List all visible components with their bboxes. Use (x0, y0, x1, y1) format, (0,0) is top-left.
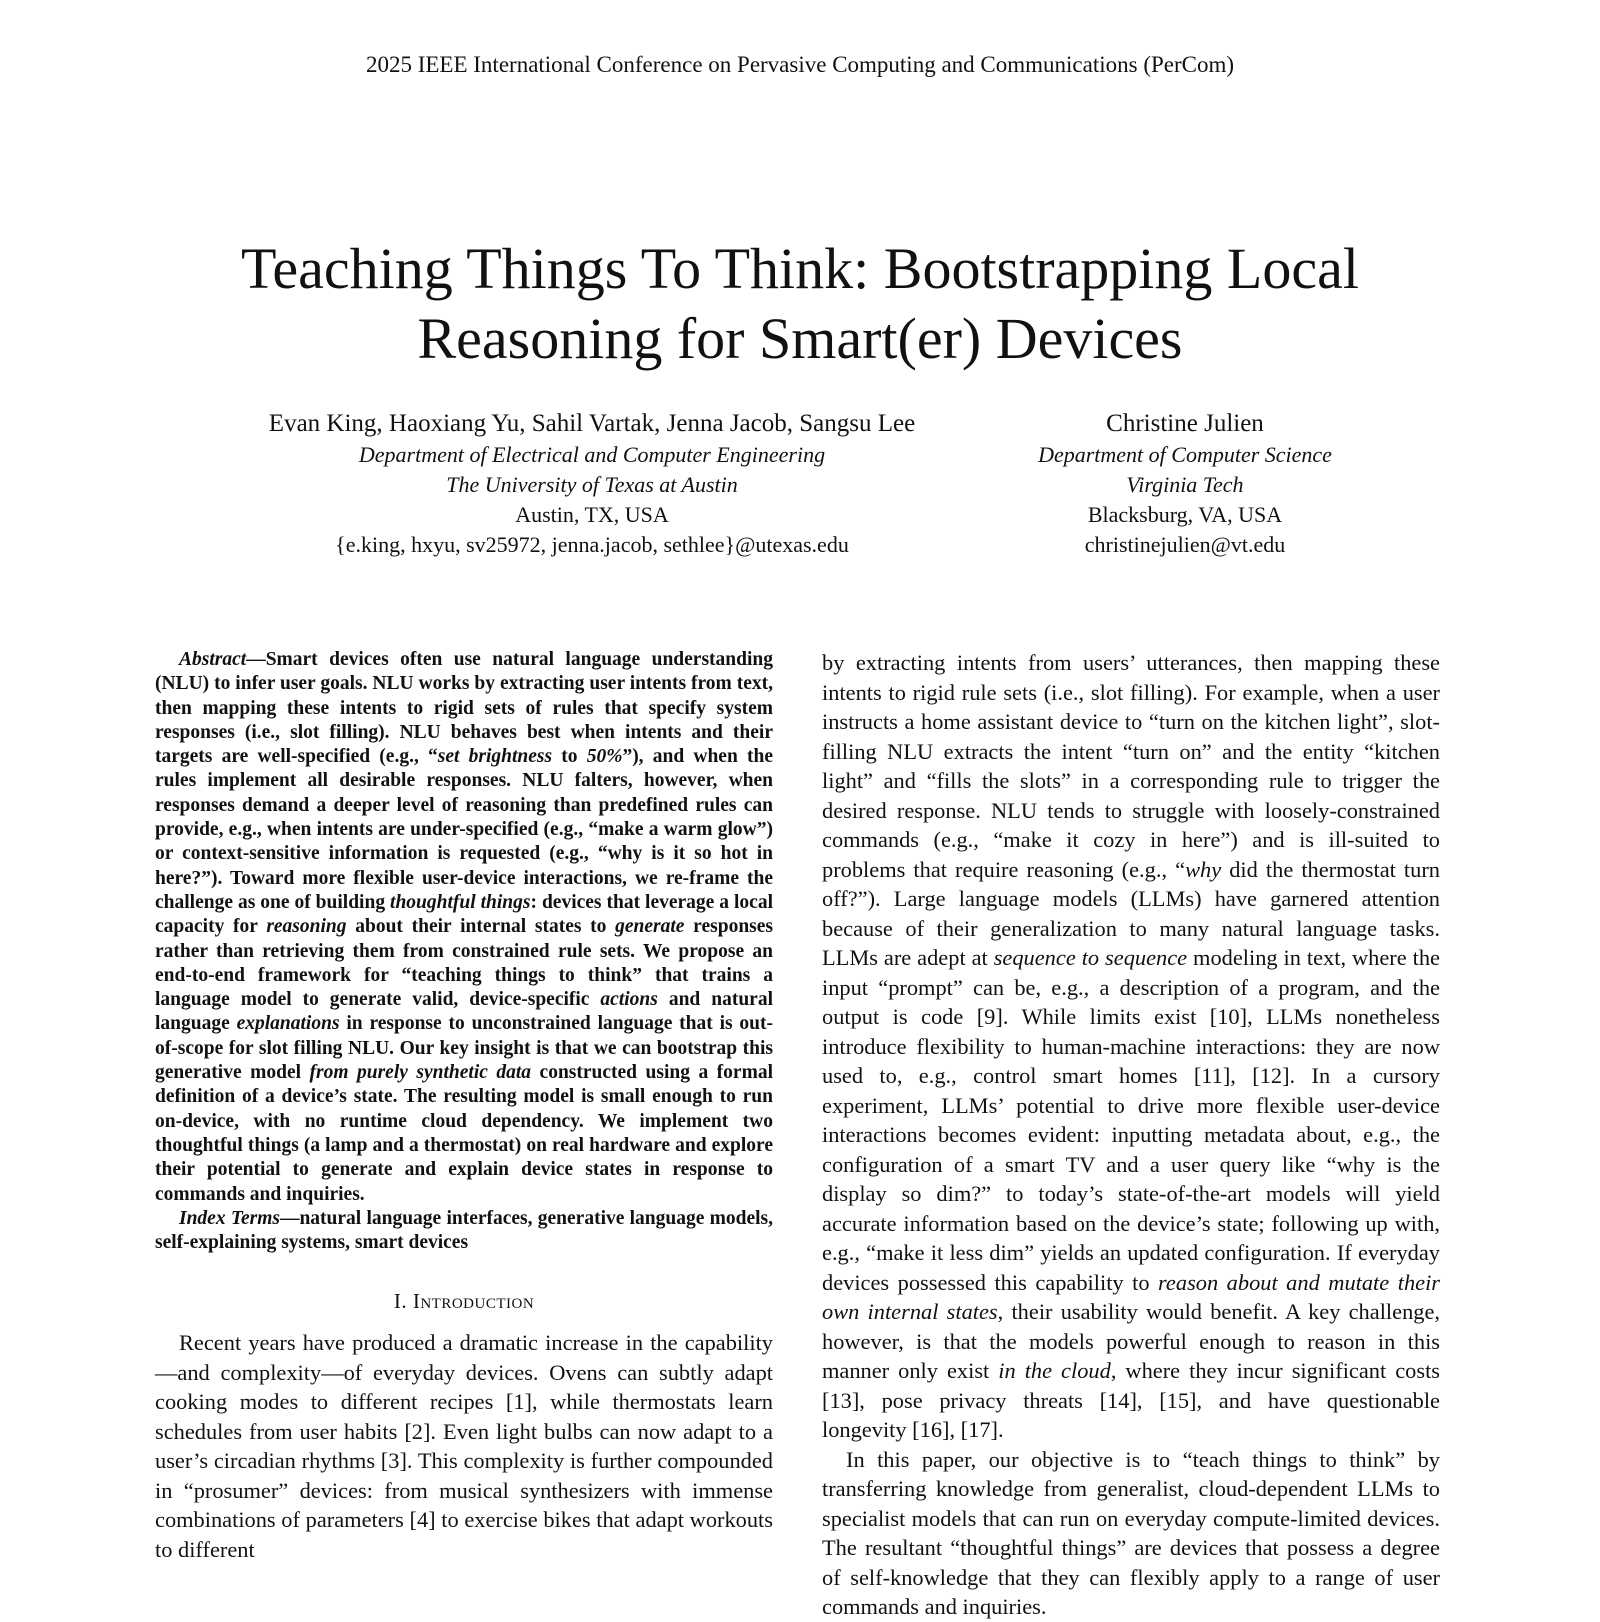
index-terms-label: Index Terms (179, 1207, 280, 1229)
abstract: Abstract—Smart devices often use natural language understanding (NLU) to infer user goals. NLU works by extracting user intents from text, then mapping these intents to rigid sets of rules that specify system responses (i.e., slot filling). NLU behaves best when intents and their targets are well-specified (e.g., “set brightness to 50%”), and when the rules implement all desirable responses. NLU falters, however, when responses demand a deeper level of reasoning than predefined rules can provide, e.g., when intents are under-specified (e.g., “make a warm glow”) or context-sensitive information is requested (e.g., “why is it so hot in here?”). Toward more flexible user-device interactions, we re-frame the challenge as one of building thoughtful things: devices that leverage a local capacity for reasoning about their internal states to generate responses rather than retrieving them from constrained rule sets. We propose an end-to-end framework for “teaching things to think” that trains a language model to generate valid, device-specific actions and natural language explanations in response to unconstrained language that is out-of-scope for slot filling NLU. Our key insight is that we can bootstrap this generative model from purely synthetic data constructed using a formal definition of a device’s state. The resulting model is small enough to run on-device, with no runtime cloud dependency. We implement two thoughtful things (a lamp and a thermostat) on real hardware and explore their potential to generate and explain device states in response to commands and inquiries. (155, 649, 773, 1205)
right-column (822, 648, 1440, 1622)
author-block-left (182, 408, 1002, 560)
author-names: Evan King, Haoxiang Yu, Sahil Vartak, Jenna Jacob, Sangsu Lee (268, 410, 916, 437)
paper-title (0, 234, 1600, 374)
author-block-right (1005, 408, 1365, 560)
title-line-2: Reasoning for Smart(er) Devices (417, 306, 1183, 371)
body-paragraph-1: by extracting intents from users’ utterances, then mapping these intents to rigid rule sets (i.e., slot filling). For example, when a user instructs a home assistant device to “turn on the kitchen light”, slot-filling NLU extracts the intent “turn on” and the entity “kitchen light” and “fills the slots” in a corresponding rule to trigger the desired response. NLU tends to struggle with loosely-constrained commands (e.g., “make it cozy in here”) and is ill-suited to problems that require reasoning (e.g., “why did the thermostat turn off?”). Large language models (LLMs) have garnered attention because of their generalization to many natural language tasks. LLMs are adept at sequence to sequence modeling in text, where the input “prompt” can be, e.g., a description of a program, and the output is code [9]. While limits exist [10], LLMs nonetheless introduce flexibility to human-machine interactions: they are now used to, e.g., control smart homes [11], [12]. In a cursory experiment, LLMs’ potential to drive more flexible user-device interactions becomes evident: inputting metadata about, e.g., the configuration of a smart TV and a user query like “why is the display so dim?” to today’s state-of-the-art models will yield accurate information based on the device’s state; following up with, e.g., “make it less dim” yields an updated configuration. If everyday devices possessed this capability to reason about and mutate their own internal states, their usability would benefit. A key challenge, however, is that the models powerful enough to reason in this manner only exist in the cloud, where they incur significant costs [13], pose privacy threats [14], [15], and have questionable longevity [16], [17]. (822, 650, 1441, 1442)
title-line-1: Teaching Things To Think: Bootstrapping Local (241, 236, 1359, 301)
conference-header: 2025 IEEE International Conference on Pervasive Computing and Communications (PerCom) (365, 52, 1235, 77)
section-heading-introduction: I. Introduction (393, 1289, 535, 1314)
intro-paragraph: Recent years have produced a dramatic increase in the capability—and complexity—of everyday devices. Ovens can subtly adapt cooking modes to different recipes [1], while thermostats learn schedules from user habits [2]. Even light bulbs can now adapt to a user’s circadian rhythms [3]. This complexity is further compounded in “prosumer” devices: from musical synthesizers with immense combinations of parameters [4] to exercise bikes that adapt workouts to different (155, 1330, 773, 1562)
author-department: Department of Computer Science (1038, 442, 1332, 467)
author-names: Christine Julien (1106, 410, 1264, 437)
left-column (155, 648, 773, 1564)
author-institution: Virginia Tech (1126, 472, 1244, 497)
author-email: {e.king, hxyu, sv25972, jenna.jacob, sethlee}@utexas.edu (335, 532, 849, 557)
author-location: Blacksburg, VA, USA (1087, 502, 1283, 527)
author-department: Department of Electrical and Computer Engineering (358, 442, 826, 467)
author-location: Austin, TX, USA (515, 502, 669, 527)
body-paragraph-2: In this paper, our objective is to “teach things to think” by transferring knowledge from generalist, cloud-dependent LLMs to specialist models that can run on everyday compute-limited devices. The resultant “thoughtful things” are devices that possess a degree of self-knowledge that they can flexibly apply to a range of user commands and inquiries. (822, 1446, 1440, 1619)
author-email: christinejulien@vt.edu (1084, 532, 1286, 557)
index-terms: Index Terms—natural language interfaces, generative language models, self-explaining systems, smart devices (155, 1207, 773, 1254)
author-institution: The University of Texas at Austin (446, 472, 738, 497)
abstract-label: Abstract (179, 649, 247, 670)
